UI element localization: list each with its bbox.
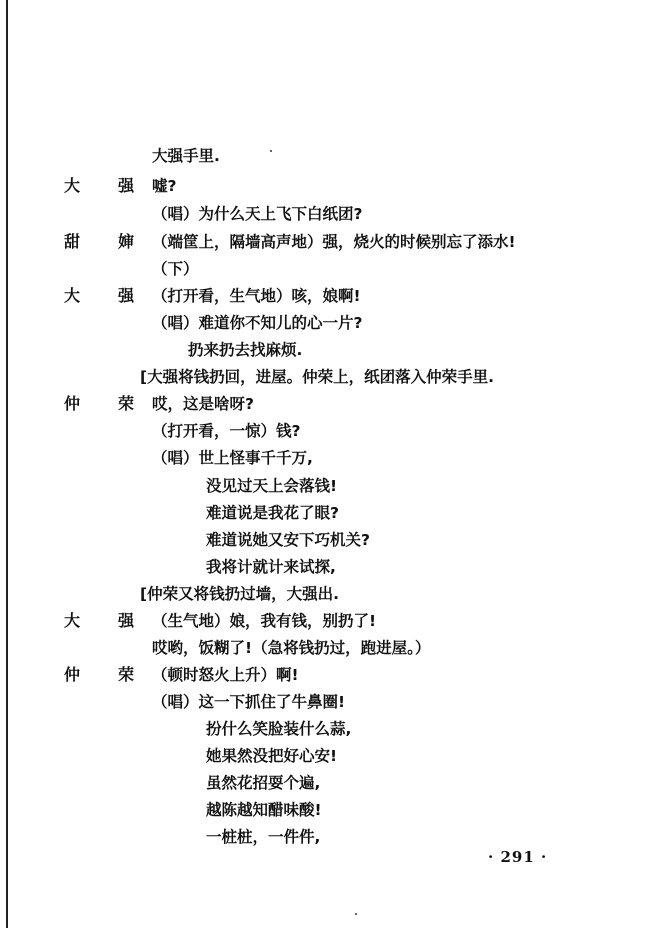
- page-number: · 291 ·: [488, 848, 548, 866]
- lyric-line: 难道说她又安下巧机关?: [206, 531, 370, 549]
- speaker-name-char-1: 大: [64, 176, 81, 195]
- lyric-line: 越陈越知醋味酸!: [206, 801, 322, 819]
- stage-direction: [大强将钱扔回，进屋。仲荣上，纸团落入仲荣手里.: [140, 368, 494, 386]
- speaker-name-char-2: 荣: [118, 394, 135, 413]
- scan-speck: [355, 913, 357, 915]
- dialogue-line: 嘘?: [152, 177, 177, 195]
- stage-direction: [仲荣又将钱扔过墙，大强出.: [140, 585, 339, 603]
- lyric-line: 扔来扔去找麻烦.: [188, 341, 303, 359]
- lyric-line: 难道说是我花了眼?: [206, 504, 339, 522]
- dialogue-line: （打开看，一惊）钱?: [152, 422, 301, 440]
- dialogue-line: （打开看，生气地）咳，娘啊!: [152, 287, 361, 305]
- speaker-name-char-1: 仲: [64, 665, 81, 684]
- speaker-name-char-1: 大: [64, 611, 81, 630]
- speaker-name-char-1: 甜: [64, 232, 81, 251]
- dialogue-line: （顿时怒火上升）啊!: [152, 666, 299, 684]
- scan-speck: [270, 150, 272, 152]
- lyric-line: （唱）难道你不知儿的心一片?: [152, 314, 363, 332]
- lyric-line: 虽然花招耍个遍,: [206, 774, 321, 792]
- dialogue-line: （端筐上，隔墙高声地）强，烧火的时候别忘了添水!: [152, 233, 516, 251]
- dialogue-line: 哎，这是啥呀?: [152, 395, 254, 413]
- dialogue-line: （生气地）娘，我有钱，别扔了!: [152, 612, 377, 630]
- lyric-line: （唱）世上怪事千千万,: [152, 449, 313, 467]
- speaker-name-char-1: 仲: [64, 394, 81, 413]
- speaker-name-char-2: 强: [118, 286, 135, 305]
- stage-direction: （下）: [152, 260, 199, 278]
- speaker-name-char-2: 婶: [118, 232, 135, 251]
- lyric-line: 扮什么笑脸装什么蒜,: [206, 720, 352, 738]
- speaker-name-char-1: 大: [64, 286, 81, 305]
- lyric-line: （唱）这一下抓住了牛鼻圈!: [152, 693, 346, 711]
- speaker-name-char-2: 强: [118, 611, 135, 630]
- lyric-line: 一桩桩，一件件,: [206, 828, 321, 846]
- lyric-line: 没见过天上会落钱!: [206, 477, 338, 495]
- text-line: 大强手里.: [152, 147, 220, 165]
- lyric-line: 我将计就计来试探,: [206, 558, 336, 576]
- lyric-line: （唱）为什么天上飞下白纸团?: [152, 205, 363, 223]
- lyric-line: 她果然没把好心安!: [206, 747, 338, 765]
- speaker-name-char-2: 强: [118, 176, 135, 195]
- speaker-name-char-2: 荣: [118, 665, 135, 684]
- dialogue-line: 哎哟，饭糊了!（急将钱扔过，跑进屋。）: [152, 639, 431, 657]
